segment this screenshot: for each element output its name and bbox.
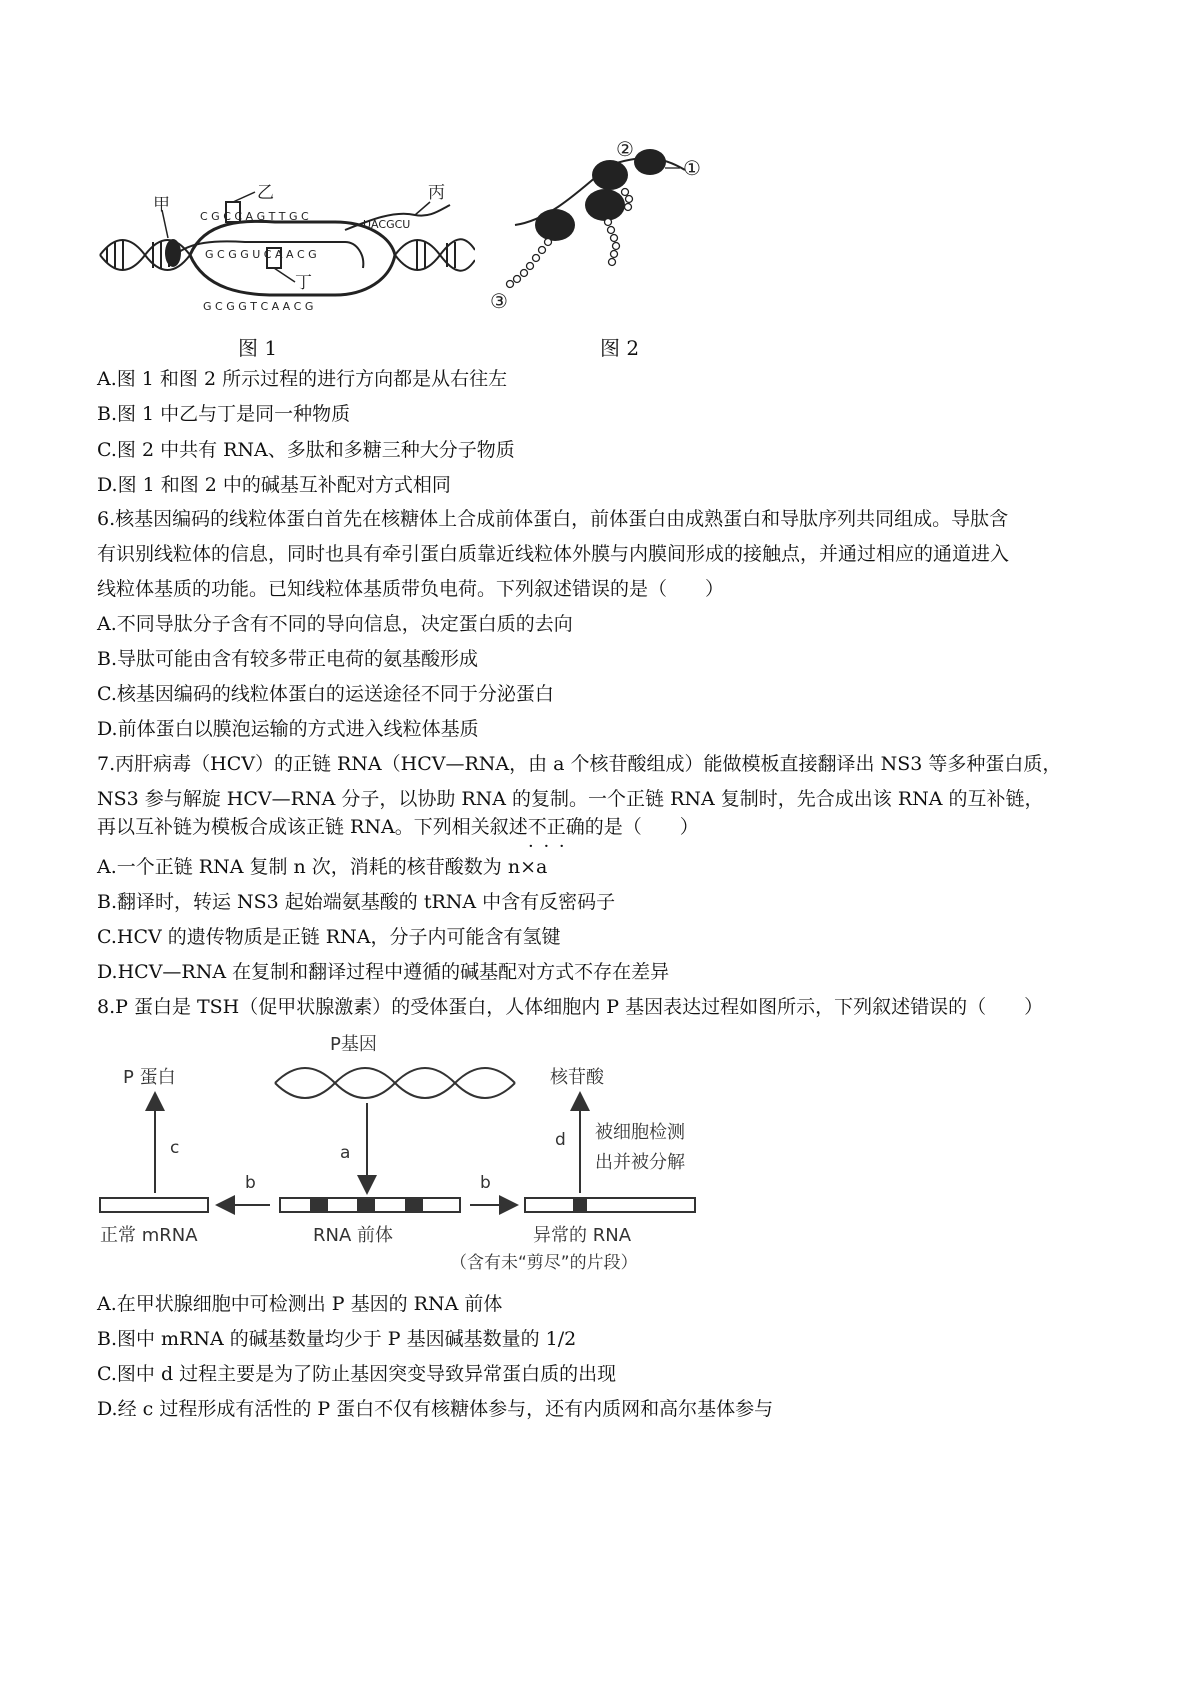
p-protein-label: P 蛋白 <box>123 1067 176 1088</box>
q6-stem-line-2: 有识别线粒体的信息，同时也具有牵引蛋白质靠近线粒体外膜与内膜间形成的接触点，并通过相应的通道进入 <box>97 543 1010 565</box>
nucleotide-label: 核苷酸 <box>550 1067 604 1088</box>
normal-mrna-label: 正常 mRNA <box>100 1225 198 1246</box>
figure-2-caption: 图 2 <box>600 336 640 360</box>
q7-stem-line-2: NS3 参与解旋 HCV—RNA 分子，以协助 RNA 的复制。一个正链 RNA 复制时，先合成出该 RNA 的互补链， <box>97 788 1044 810</box>
q7-stem-line-3: 再以互补链为模板合成该正链 RNA。下列相关叙述不正确的是（ ） <box>97 816 699 838</box>
q7-option-c: C.HCV 的遗传物质是正链 RNA，分子内可能含有氢键 <box>97 926 561 948</box>
p-gene-label: P基因 <box>330 1034 377 1055</box>
q5-option-d: D.图 1 和图 2 中的碱基互补配对方式相同 <box>97 474 451 496</box>
figure-1-caption: 图 1 <box>238 336 278 360</box>
q7-option-b: B.翻译时，转运 NS3 起始端氨基酸的 tRNA 中含有反密码子 <box>97 891 616 913</box>
q7-option-a: A.一个正链 RNA 复制 n 次，消耗的核苷酸数为 n×a <box>97 856 548 878</box>
q8-option-c: C.图中 d 过程主要是为了防止基因突变导致异常蛋白质的出现 <box>97 1363 617 1385</box>
q7-option-d: D.HCV—RNA 在复制和翻译过程中遵循的碱基配对方式不存在差异 <box>97 961 670 983</box>
q6-option-c: C.核基因编码的线粒体蛋白的运送途径不同于分泌蛋白 <box>97 683 554 705</box>
figure-1-transcription-diagram <box>95 180 475 330</box>
q6-option-d: D.前体蛋白以膜泡运输的方式进入线粒体基质 <box>97 718 479 740</box>
abnormal-rna-note: （含有未“剪尽”的片段） <box>450 1253 638 1273</box>
q6-option-b: B.导肽可能由含有较多带正电荷的氨基酸形成 <box>97 648 479 670</box>
q6-option-a: A.不同导肽分子含有不同的导向信息，决定蛋白质的去向 <box>97 613 573 635</box>
fig1-sequence-tail: UACGCU <box>363 218 411 231</box>
rna-precursor-label: RNA 前体 <box>313 1225 394 1246</box>
fig2-label-three: ③ <box>490 289 508 313</box>
step-b-right-label: b <box>480 1173 491 1193</box>
q7-emphasis-dots: · · · <box>528 836 567 857</box>
fig1-sequence-bottom: G C G G T C A A C G <box>203 300 314 313</box>
q6-stem-line-1: 6.核基因编码的线粒体蛋白首先在核糖体上合成前体蛋白，前体蛋白由成熟蛋白和导肽序列共同组成。导肽含 <box>97 508 1009 530</box>
detect-text-line-2: 出并被分解 <box>595 1152 685 1173</box>
q8-gene-expression-diagram <box>95 1028 735 1288</box>
fig2-label-one: ① <box>683 156 701 180</box>
fig1-label-jia: 甲 <box>153 195 170 215</box>
q8-option-a: A.在甲状腺细胞中可检测出 P 基因的 RNA 前体 <box>97 1293 503 1315</box>
step-a-label: a <box>340 1143 351 1163</box>
fig2-label-two: ② <box>616 137 634 161</box>
q8-stem: 8.P 蛋白是 TSH（促甲状腺激素）的受体蛋白，人体细胞内 P 基因表达过程如图所示，下列叙述错误的（ ） <box>97 996 1044 1018</box>
q5-option-b: B.图 1 中乙与丁是同一种物质 <box>97 403 351 425</box>
q8-option-b: B.图中 mRNA 的碱基数量均少于 P 基因碱基数量的 1/2 <box>97 1328 577 1350</box>
fig1-label-bing: 丙 <box>428 183 445 203</box>
detect-text-line-1: 被细胞检测 <box>595 1122 685 1143</box>
fig1-sequence-top: C G C C A G T T G C <box>200 210 309 223</box>
fig1-sequence-inner: G C G G U C A A C G <box>205 248 317 261</box>
q5-option-a: A.图 1 和图 2 所示过程的进行方向都是从右往左 <box>97 368 508 390</box>
q8-option-d: D.经 c 过程形成有活性的 P 蛋白不仅有核糖体参与，还有内质网和高尔基体参与 <box>97 1398 774 1420</box>
step-c-label: c <box>170 1138 180 1158</box>
abnormal-rna-label: 异常的 RNA <box>533 1225 632 1246</box>
figure-2-translation-diagram <box>490 130 720 325</box>
step-d-label: d <box>555 1130 566 1150</box>
q6-stem-line-3: 线粒体基质的功能。已知线粒体基质带负电荷。下列叙述错误的是（ ） <box>97 578 725 600</box>
q5-option-c: C.图 2 中共有 RNA、多肽和多糖三种大分子物质 <box>97 439 515 461</box>
fig1-label-ding: 丁 <box>295 273 312 293</box>
fig1-label-yi: 乙 <box>257 183 274 203</box>
q7-stem-line-1: 7.丙肝病毒（HCV）的正链 RNA（HCV—RNA，由 a 个核苷酸组成）能做模板直接翻译出 NS3 等多种蛋白质， <box>97 753 1062 775</box>
step-b-left-label: b <box>245 1173 256 1193</box>
